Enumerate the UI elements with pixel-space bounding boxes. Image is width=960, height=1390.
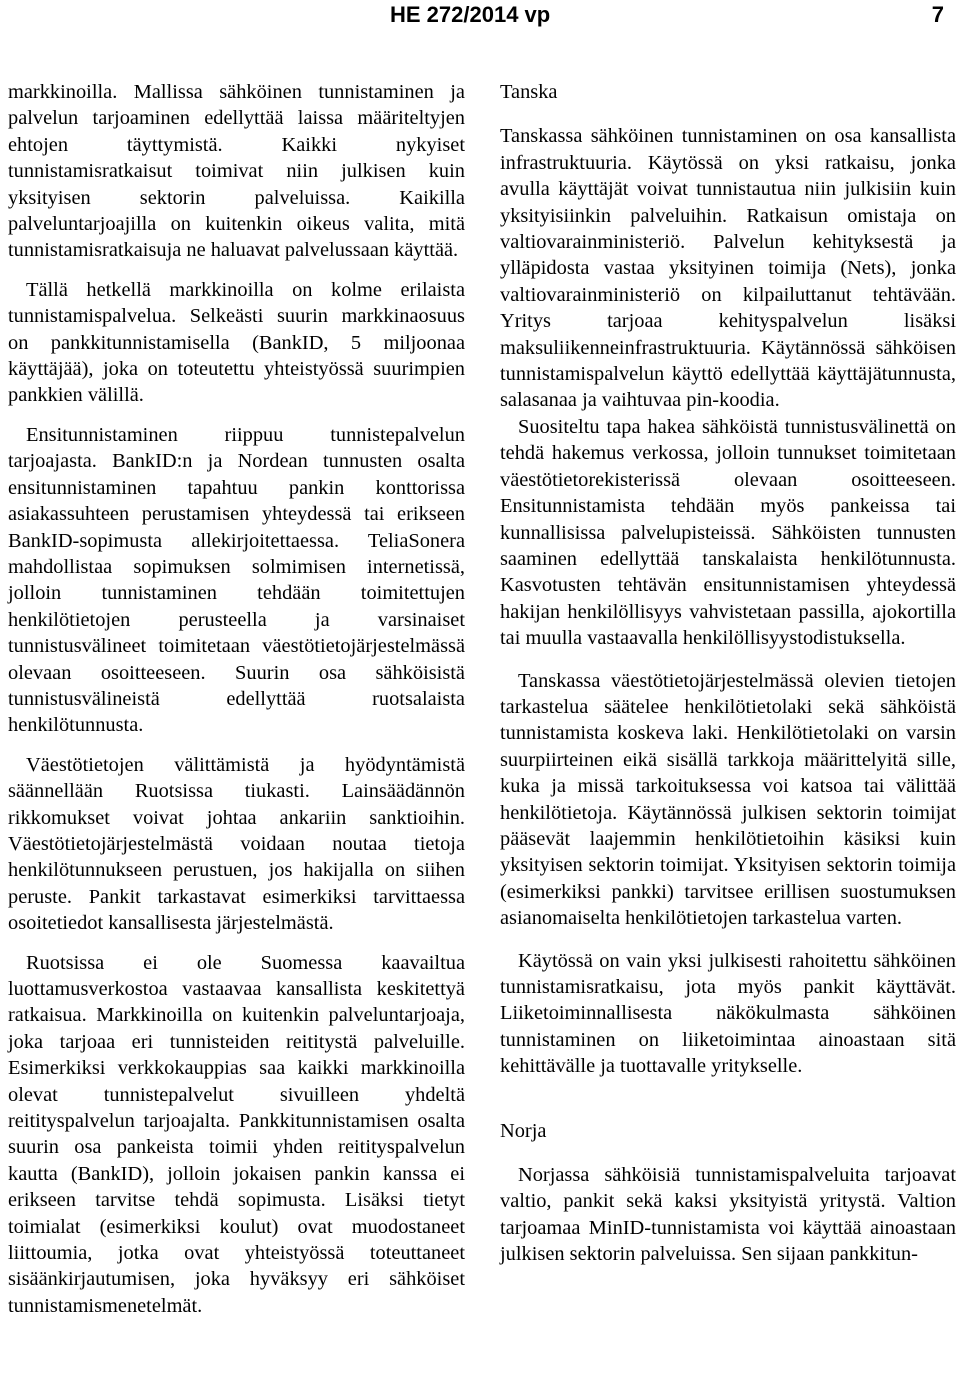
paragraph-tanska-infrastructure: Tanskassa sähköinen tunnistaminen on osa kansallista infrastruktuuria. Käytössä on yksi ratkaisu, jonka avulla käyttäjät voivat tunnistautua niin julkisiin kuin yksityisiinkin palveluihin. Ratkaisun omistaja on valtiovarainministeriö. Palvelun kehityksestä ja ylläpidosta vastaa yksityinen toimija (Nets), jonka valtiovarainministeriö on kilpailuttanut tehtävään. Yritys tarjoaa kehityspalvelun lisäksi maksuliikenneinfrastruktuuria. Käytännössä sähköisen tunnistamispalvelun käyttö edellyttää käyttäjätunnusta, salasanaa ja vaihtuvaa pin-koodia. xyxy=(500,125,956,412)
paragraph-tanska-data-law: Tanskassa väestötietojärjestelmässä olevien tietojen tarkastelua säätelee henkilötietolaki sekä sähköistä tunnistamista koskeva laki. Henkilötietolaki on varsin suurpiirteinen eikä sisällä tarkkoja määrittelyitä sille, kuka ja missä tarkoituksessa voi katsoa tai välittää henkilötietoja. Käytännössä julkisen sektorin toimijat pääsevät laajemmin henkilötietoihin käsiksi kuin yksityisen sektorin toimijat. Yksityisen sektorin toimija (esimerkiksi pankki) tarvitsee erillisen suostumuksen asianomaiselta henkilötietojen tarkastelua varten. xyxy=(500,669,956,930)
paragraph-population-data: Väestötietojen välittämistä ja hyödyntämistä säännellään Ruotsissa tiukasti. Lainsäädännön rikkomukset voivat johtaa ankariin sanktioihin. Väestötietojärjestelmästä voidaan noutaa tietoja henkilötunnukseen perustuen, jos hakijalla on siihen peruste. Pankit tarkastavat esimerkiksi tarvittaessa osoitetiedot kansallisesta järjestelmästä. xyxy=(8,753,465,935)
paragraph-tanska-application: Suositeltu tapa hakea sähköistä tunnistusvälinettä on tehdä hakemus verkossa, jolloin tunnukset toimitetaan väestötietorekisterissä olevaan osoitteeseen. Ensitunnistamista tehdään myös pankeissa tai kunnallisissa palvelupisteissä. Sähköisten tunnusten saaminen edellyttää tanskalaista henkilötunnusta. Kasvotusten tehtävän ensitunnistamisen yhteydessä hakijan henkilöllisyys vahvistetaan passilla, ajokortilla tai muulla vastaavalla henkilöllisyystodistuksella. xyxy=(500,415,956,650)
paragraph-norja-services: Norjassa sähköisiä tunnistamispalveluita tarjoavat valtio, pankit sekä kaksi yksityistä yritystä. Valtion tarjoamaa MinID-tunnistamista voi käyttää ainoastaan julkisen sektorin palveluissa. Sen sijaan pankkitun- xyxy=(500,1164,956,1266)
document-header-title: HE 272/2014 vp xyxy=(390,2,551,27)
left-text-column xyxy=(8,79,465,1319)
paragraph-three-services: Tällä hetkellä markkinoilla on kolme erilaista tunnistamispalvelua. Selkeästi suurin markkinaosuus on pankkitunnistamisella (BankID, 5 miljoonaa käyttäjää), joka on toteutettu yhteistyössä suurimpien pankkien välillä. xyxy=(8,278,465,407)
right-text-column xyxy=(500,79,956,1268)
paragraph-no-trust-network: Ruotsissa ei ole Suomessa kaavailtua luottamusverkostoa vastaavaa kansallista keskitettyä ratkaisua. Markkinoilla on kuitenkin palveluntarjoaja, joka tarjoaa eri tunnisteiden reititystä palveluille. Esimerkiksi verkkokauppias saa kaikki markkinoilla olevat tunnistepalvelut sivuilleen yhdeltä reitityspalvelun tarjoajalta. Pankkitunnistamisen osalta suurin osa pankeista toimii yhden reitityspalvelun kautta (BankID), jolloin jokaisen pankin kanssa ei erikseen tarvitse tehdä sopimusta. Lisäksi tietyt toimialat (esimerkiksi koulut) ovat muodostaneet liittoumia, jotka ovat yhteistyössä toteuttaneet sisäänkirjautumisen, joka hyväksyy eri sähköiset tunnistamismenetelmät. xyxy=(8,951,465,1317)
section-heading-norja: Norja xyxy=(500,1119,547,1142)
section-heading-tanska: Tanska xyxy=(500,81,558,103)
page-number: 7 xyxy=(931,2,944,27)
paragraph-market-intro: markkinoilla. Mallissa sähköinen tunnistaminen ja palvelun tarjoaminen edellyttää laissa määriteltyjen ehtojen täyttymistä. Kaikki nykyiset tunnistamisratkaisut toimivat niin julkisen kuin yksityisen sektorin palveluissa. Kaikilla palveluntarjoajilla on kuitenkin oikeus valita, mitä tunnistamisratkaisuja ne haluavat palvelussaan käyttää. xyxy=(8,81,465,262)
paragraph-tanska-single-solution: Käytössä on vain yksi julkisesti rahoitettu sähköinen tunnistamisratkaisu, jota myös pankit käyttävät. Liiketoiminnallisesta näkökulmasta sähköinen tunnistaminen on liiketoimintaa ainoastaan sitä kehittävälle ja tuottavalle yritykselle. xyxy=(500,949,956,1078)
paragraph-first-identification: Ensitunnistaminen riippuu tunnistepalvelun tarjoajasta. BankID:n ja Nordean tunnusten osalta ensitunnistaminen tapahtuu pankin konttorissa asiakassuhteen perustamisen yhteydessä tai erikseen BankID-sopimusta allekirjoitettaessa. TeliaSonera mahdollistaa sopimuksen solmimisen internetissä, jolloin tunnistaminen tehdään toimitettujen henkilötietojen perusteella ja varsinaiset tunnistusvälineet toimitetaan väestötietojärjestelmässä olevaan osoitteeseen. Suurin osa sähköisistä tunnistusvälineistä edellyttää ruotsalaista henkilötunnusta. xyxy=(8,423,465,737)
